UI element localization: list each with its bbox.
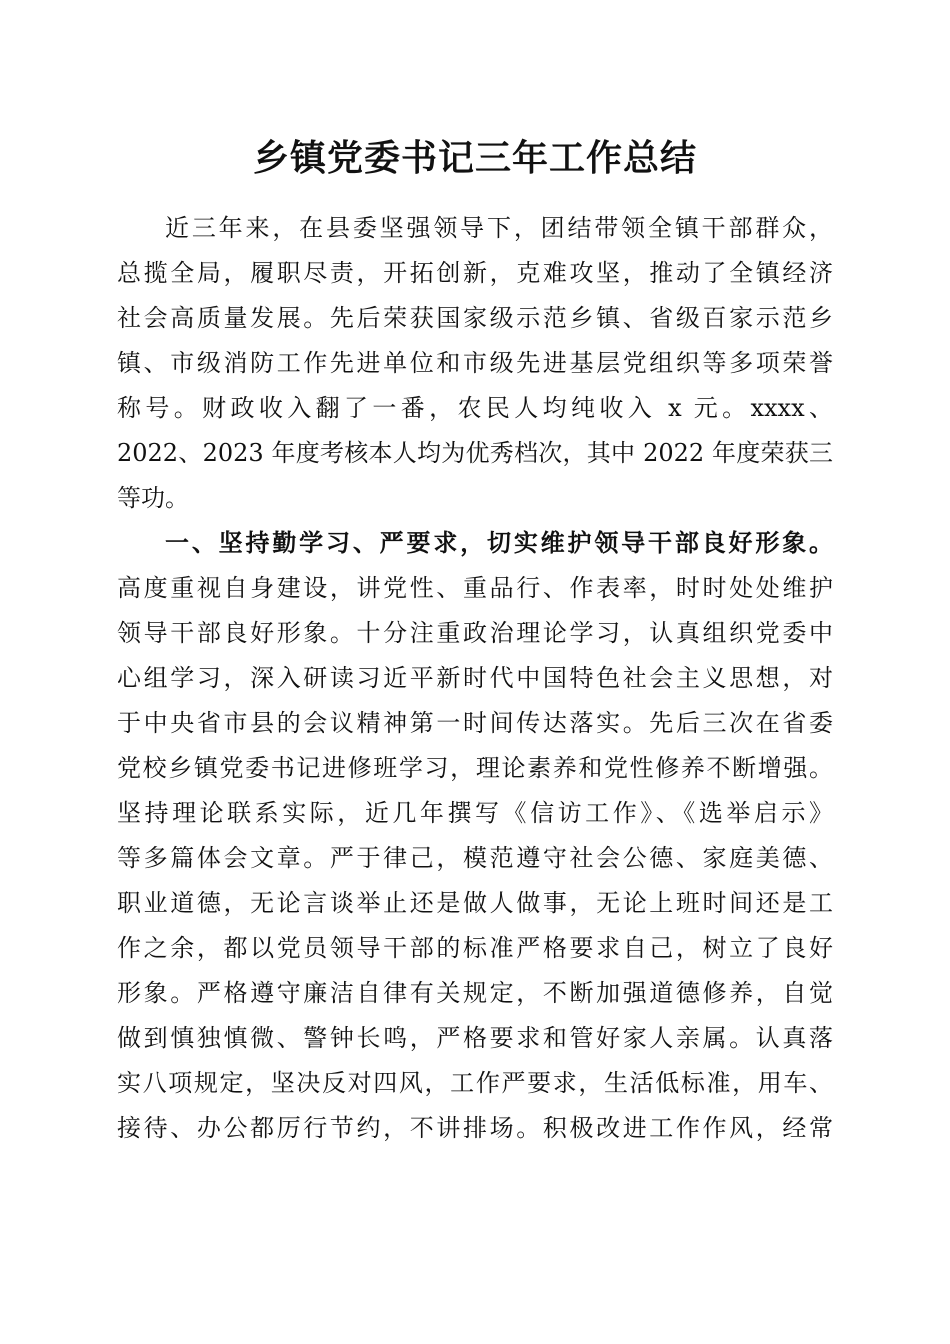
- document-title: 乡镇党委书记三年工作总结: [252, 137, 697, 179]
- text-line: 于中央省市县的会议精神第一时间传达落实。先后三次在省委: [117, 709, 833, 737]
- text-line: 等多篇体会文章。严于律己，模范遵守社会公德、家庭美德、: [117, 844, 833, 872]
- text-line: 党校乡镇党委书记进修班学习，理论素养和党性修养不断增强。: [117, 754, 833, 782]
- text-line: 2022、2023 年度考核本人均为优秀档次，其中 2022 年度荣获三: [117, 439, 833, 467]
- text-line: 做到慎独慎微、警钟长鸣，严格要求和管好家人亲属。认真落: [117, 1024, 833, 1052]
- text-line: 职业道德，无论言谈举止还是做人做事，无论上班时间还是工: [117, 889, 833, 917]
- text-line: 总揽全局，履职尽责，开拓创新，克难攻坚，推动了全镇经济: [117, 259, 833, 287]
- text-line: 领导干部良好形象。十分注重政治理论学习，认真组织党委中: [117, 619, 833, 647]
- text-line: 高度重视自身建设，讲党性、重品行、作表率，时时处处维护: [117, 574, 833, 602]
- text-line: 形象。严格遵守廉洁自律有关规定，不断加强道德修养，自觉: [117, 979, 833, 1007]
- text-line: 称号。财政收入翻了一番，农民人均纯收入 x 元。xxxx、: [117, 394, 833, 422]
- section-heading: 一、坚持勤学习、严要求，切实维护领导干部良好形象。: [165, 529, 833, 557]
- text-line: 接待、办公都厉行节约，不讲排场。积极改进工作作风，经常: [117, 1114, 833, 1142]
- text-line: 社会高质量发展。先后荣获国家级示范乡镇、省级百家示范乡: [117, 304, 833, 332]
- text-line: 心组学习，深入研读习近平新时代中国特色社会主义思想，对: [117, 664, 833, 692]
- section-heading-line: [117, 521, 833, 566]
- section-1: [117, 521, 833, 1151]
- text-line: 实八项规定，坚决反对四风，工作严要求，生活低标准，用车、: [117, 1069, 833, 1097]
- paragraph-intro: [117, 206, 833, 521]
- text-line: 镇、市级消防工作先进单位和市级先进基层党组织等多项荣誉: [117, 349, 833, 377]
- text-line: 近三年来，在县委坚强领导下，团结带领全镇干部群众，: [165, 214, 833, 242]
- text-line: 坚持理论联系实际，近几年撰写《信访工作》、《选举启示》: [117, 799, 833, 827]
- text-line: 作之余，都以党员领导干部的标准严格要求自己，树立了良好: [117, 934, 833, 962]
- text-line: 等功。: [117, 484, 189, 512]
- document-body: [117, 206, 833, 1151]
